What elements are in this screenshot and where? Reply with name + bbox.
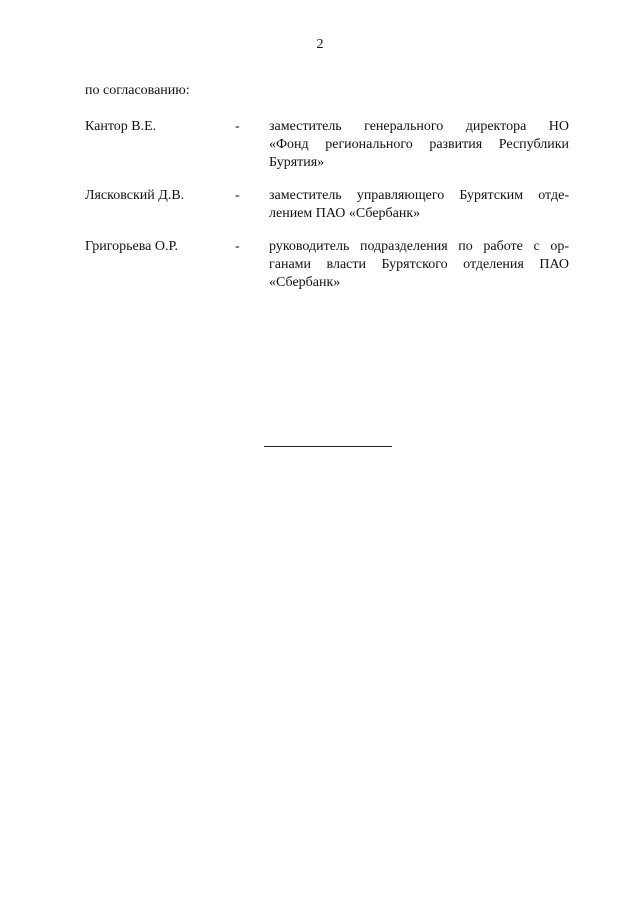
member-name: Григорьева О.Р.	[85, 239, 178, 254]
member-role-line: Бурятия»	[269, 155, 325, 170]
approval-heading: по согласованию:	[85, 83, 190, 98]
member-role	[269, 187, 569, 223]
page-number: 2	[316, 37, 324, 52]
member-role	[269, 118, 569, 172]
member-role-line: ганами власти Бурятского отделения ПАО	[269, 257, 569, 272]
member-dash: -	[235, 239, 240, 254]
member-row	[0, 118, 640, 170]
end-of-document-rule	[264, 446, 392, 447]
member-role-line: «Сбербанк»	[269, 275, 341, 290]
member-role	[269, 238, 569, 292]
member-role-line: лением ПАО «Сбербанк»	[269, 206, 421, 221]
member-role-line: заместитель управляющего Бурятским отде-	[269, 188, 569, 203]
member-role-line: «Фонд регионального развития Республики	[269, 137, 569, 152]
member-role-line: руководитель подразделения по работе с ор-	[269, 239, 569, 254]
member-row	[0, 238, 640, 290]
member-role-line: заместитель генерального директора НО	[269, 119, 569, 134]
member-name: Лясковский Д.В.	[85, 188, 185, 203]
member-dash: -	[235, 188, 240, 203]
member-name: Кантор В.Е.	[85, 119, 157, 134]
member-dash: -	[235, 119, 240, 134]
member-row	[0, 187, 640, 221]
